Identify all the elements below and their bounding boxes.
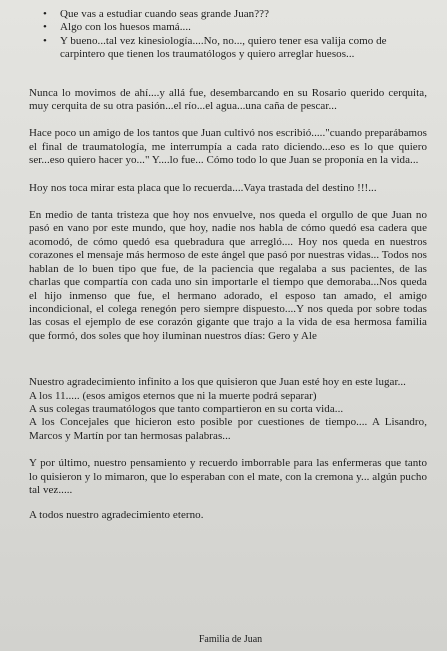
paragraph: Nuestro agradecimiento infinito a los que quisieron que Juan esté hoy en este lugar... — [29, 376, 406, 389]
paragraph: A los 11..... (esos amigos eternos que ni la muerte podrá separar) — [29, 389, 317, 402]
paragraph: Hace poco un amigo de los tantos que Juan cultivó nos escribió....."cuando preparábamos el final de traumatología, me interrumpía a cada rato diciendo...eso es lo que quiero ser...eso quiero hacer yo..." Y....lo fue... Cómo todo lo que Juan se proponía en la vida... — [29, 127, 427, 167]
paragraph: A todos nuestro agradecimiento eterno. — [29, 509, 204, 522]
dialogue-line: • Y bueno...tal vez kinesiología....No, no..., quiero tener esa valija como de carpintero que tienen los traumatólogos y quiero arreglar huesos... — [29, 35, 427, 62]
paragraph: A los Concejales que hicieron esto posible por cuestiones de tiempo.... A Lisandro, Marcos y Martín por tan hermosas palabras... — [29, 416, 427, 442]
dialogue-list — [29, 8, 427, 62]
paragraph: A sus colegas traumatólogos que tanto compartieron en su corta vida... — [29, 402, 344, 415]
paragraph: Nunca lo movimos de ahí....y allá fue, desembarcando en su Rosario querido cerquita, muy cerquita de su otra pasión...el río...el agua...una caña de pescar... — [29, 86, 427, 113]
paragraph: En medio de tanta tristeza que hoy nos envuelve, nos queda el orgullo de que Juan no pasó en vano por este mundo, que hoy, nadie nos habla de cómo quedó esa cadera que acomodó, de cómo quedó esa quebradura que arregló.... Hoy nos queda en nuestros corazones el mensaje más hermoso de este ángel que pasó por nuestras vidas... Todos nos hablan de lo buen tipo que fue, de la paciencia que regalaba a sus pacientes, de las charlas que compartía con cada uno sin importarle el tiempo que demoraba...Nos queda el hijo inmenso que fue, el hermano adorado, el esposo tan amado, el amigo incondicional, el colega renegón pero siempre dispuesto....Y nos queda por sobre todas las cosas el ejemplo de ese corazón gigante que trajo a la vida de esa hermosa familia que formó, dos soles que hoy iluminan nuestros días: Gero y Ale — [29, 209, 427, 342]
signature: Familia de Juan — [198, 634, 263, 645]
dialogue-line: • Algo con los huesos mamá.... — [29, 21, 427, 34]
paragraph: Y por último, nuestro pensamiento y recuerdo imborrable para las enfermeras que tanto lo quisieron y lo mimaron, que lo esperaban con el mate, con la cremona y... algún pucho tal vez..... — [29, 457, 427, 496]
letter-body — [29, 8, 427, 523]
paragraph: Hoy nos toca mirar esta placa que lo recuerda....Vaya trastada del destino !!!... — [29, 181, 377, 194]
dialogue-line: • Que vas a estudiar cuando seas grande Juan??? — [29, 8, 427, 21]
